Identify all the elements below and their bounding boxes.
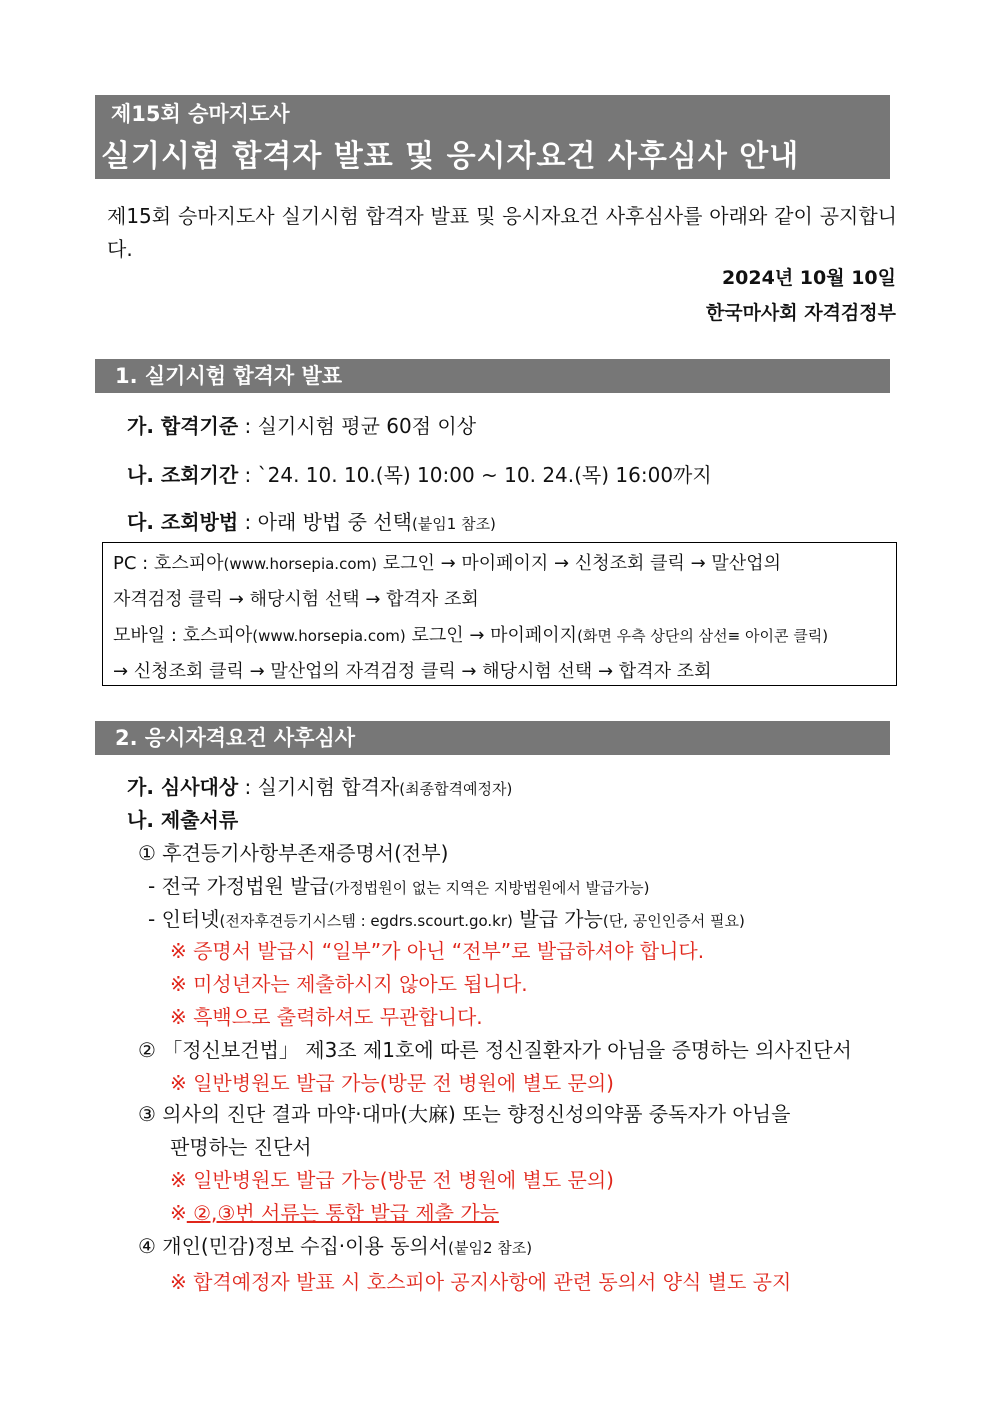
doc1-remark1: ※ 증명서 발급시 “일부”가 아닌 “전부”로 발급하셔야 합니다. <box>170 939 705 963</box>
doc2: ② 「정신보건법」 제3조 제1호에 따른 정신질환자가 아님을 증명하는 의사진단서 <box>138 1038 852 1062</box>
box-mobile-line2: → 신청조회 클릭 → 말산업의 자격검정 클릭 → 해당시험 선택 → 합격자 조회 <box>113 661 712 682</box>
method-value: : 아래 방법 중 선택 <box>238 510 412 534</box>
section2-header: 2. 응시자격요건 사후심사 <box>95 721 890 755</box>
doc1: ① 후견등기사항부존재증명서(전부) <box>138 841 449 865</box>
target-value: : 실기시험 합격자 <box>238 775 400 799</box>
target-line <box>127 771 512 800</box>
method-note: (붙임1 참조) <box>411 515 496 533</box>
section1-header: 1. 실기시험 합격자 발표 <box>95 359 890 393</box>
doc1-b-text: - 인터넷 <box>148 907 220 931</box>
doc1-a-note: (가정법원이 없는 지역은 지방법원에서 발급가능) <box>328 879 650 897</box>
method-line <box>127 506 496 535</box>
doc3-line1: ③ 의사의 진단 결과 마약·대마(大麻) 또는 향정신성의약품 중독자가 아님을 <box>138 1102 791 1126</box>
doc3-remark2-text: ②,③번 서류는 통합 발급 제출 가능 <box>186 1201 499 1225</box>
intro-text: 제15회 승마지도사 실기시험 합격자 발표 및 응시자요건 사후심사를 아래와 같이 공지합니다. <box>107 204 897 261</box>
target-label: 가. 심사대상 <box>127 775 239 799</box>
doc4-remark1: ※ 합격예정자 발표 시 호스피아 공지사항에 관련 동의서 양식 별도 공지 <box>170 1270 792 1294</box>
doc1-b-note2: (단, 공인인증서 필요) <box>602 912 745 930</box>
banner-subtitle: 제15회 승마지도사 <box>111 102 290 126</box>
box-pc-line <box>113 546 886 582</box>
box-pc-line2: 자격검정 클릭 → 해당시험 선택 → 합격자 조회 <box>113 589 479 610</box>
period-line <box>127 459 712 488</box>
notice-date: 2024년 10월 10일 <box>721 267 896 289</box>
criteria-label: 가. 합격기준 <box>127 414 239 438</box>
banner-title: 실기시험 합격자 발표 및 응시자요건 사후심사 안내 <box>101 139 800 174</box>
doc1-remark2: ※ 미성년자는 제출하시지 않아도 됩니다. <box>170 972 528 996</box>
docs-label: 나. 제출서류 <box>127 808 239 832</box>
doc1-b-text2: 발급 가능 <box>512 907 603 931</box>
box-pc-label: PC : 호스피아 <box>113 553 224 574</box>
doc4-text: ④ 개인(민감)정보 수집·이용 동의서 <box>138 1234 449 1258</box>
doc4 <box>138 1230 532 1259</box>
box-mobile-note: (화면 우측 상단의 삼선≡ 아이콘 클릭) <box>577 627 829 645</box>
doc3-remark2-mark: ※ <box>170 1201 187 1225</box>
doc3-remark2 <box>170 1197 499 1226</box>
box-mobile-line <box>113 618 886 654</box>
doc2-remark1: ※ 일반병원도 발급 가능(방문 전 병원에 별도 문의) <box>170 1071 614 1095</box>
doc1-remark3: ※ 흑백으로 출력하셔도 무관합니다. <box>170 1005 483 1029</box>
criteria-line <box>127 410 476 439</box>
box-pc-steps: 로그인 → 마이페이지 → 신청조회 클릭 → 말산업의 <box>376 553 781 574</box>
doc3-line2: 판명하는 진단서 <box>170 1135 312 1159</box>
target-note: (최종합격예정자) <box>399 780 513 798</box>
title-banner <box>95 95 890 179</box>
doc1-a <box>148 870 649 899</box>
box-mobile-label: 모바일 : 호스피아 <box>113 625 253 646</box>
box-mobile-url: (www.horsepia.com) <box>252 627 406 645</box>
doc3-remark1: ※ 일반병원도 발급 가능(방문 전 병원에 별도 문의) <box>170 1168 614 1192</box>
period-value: : `24. 10. 10.(목) 10:00 ~ 10. 24.(목) 16:00까지 <box>238 463 712 487</box>
doc1-a-text: - 전국 가정법원 발급 <box>148 874 329 898</box>
period-label: 나. 조회기간 <box>127 463 239 487</box>
doc4-note: (붙임2 참조) <box>448 1239 533 1257</box>
box-mobile-steps: 로그인 → 마이페이지 <box>405 625 578 646</box>
criteria-value: : 실기시험 평균 60점 이상 <box>238 414 477 438</box>
doc1-b <box>148 903 745 932</box>
method-box <box>102 542 897 686</box>
notice-org: 한국마사회 자격검정부 <box>705 302 896 324</box>
doc1-b-note: (전자후견등기시스템 : egdrs.scourt.go.kr) <box>219 912 513 930</box>
method-label: 다. 조회방법 <box>127 510 239 534</box>
box-pc-url: (www.horsepia.com) <box>223 555 377 573</box>
